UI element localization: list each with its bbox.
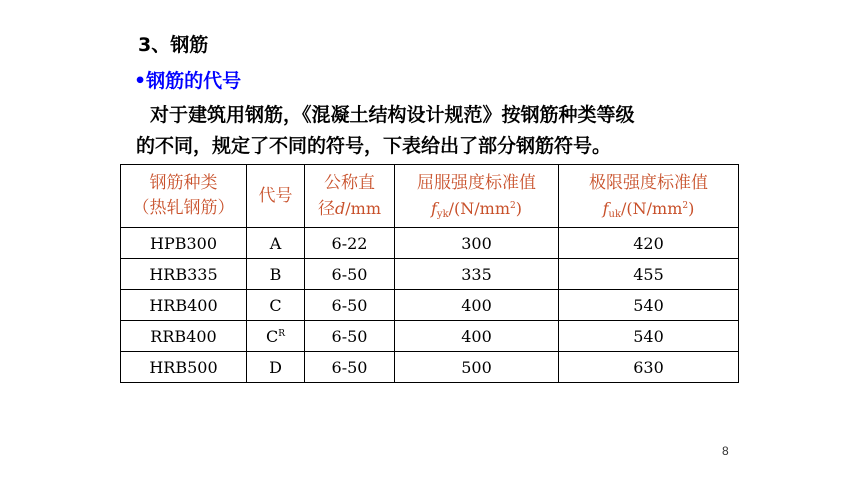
rebar-symbol-table — [120, 164, 739, 383]
cell-code: $C^R$ — [247, 321, 305, 352]
cell-grade: HPB300 — [121, 228, 247, 259]
table-row — [121, 352, 739, 383]
intro-line-2: 的不同，规定了不同的符号，下表给出了部分钢筋符号。 — [136, 135, 612, 157]
cell-yield: 335 — [395, 259, 559, 290]
cell-grade: RRB400 — [121, 321, 247, 352]
header-rebar-type: 钢筋种类 （热轧钢筋） — [121, 165, 247, 228]
cell-diameter: 6-50 — [305, 259, 395, 290]
subsection-heading: •钢筋的代号 — [134, 70, 242, 92]
table-row — [121, 321, 739, 352]
cell-yield: 500 — [395, 352, 559, 383]
cell-ultimate: 420 — [559, 228, 739, 259]
cell-code: B — [247, 259, 305, 290]
header-code: 代号 — [247, 165, 305, 228]
table-row — [121, 259, 739, 290]
cell-yield: 300 — [395, 228, 559, 259]
cell-ultimate: 540 — [559, 290, 739, 321]
cell-grade: HRB500 — [121, 352, 247, 383]
cell-yield: 400 — [395, 290, 559, 321]
cell-diameter: 6-50 — [305, 321, 395, 352]
intro-paragraph — [136, 100, 736, 162]
table-row — [121, 228, 739, 259]
header-ultimate-strength: 极限强度标准值 $f_{uk}/(N/mm^2)$ — [559, 165, 739, 228]
cell-diameter: 6-50 — [305, 290, 395, 321]
header-nominal-diameter: 公称直 径d/mm — [305, 165, 395, 228]
intro-line-1: 对于建筑用钢筋，《混凝土结构设计规范》按钢筋种类等级 — [150, 104, 635, 126]
page-number: 8 — [722, 444, 729, 458]
cell-diameter: 6-22 — [305, 228, 395, 259]
cell-grade: HRB400 — [121, 290, 247, 321]
cell-code: C — [247, 290, 305, 321]
table-row — [121, 290, 739, 321]
cell-grade: HRB335 — [121, 259, 247, 290]
cell-ultimate: 540 — [559, 321, 739, 352]
cell-diameter: 6-50 — [305, 352, 395, 383]
cell-ultimate: 630 — [559, 352, 739, 383]
header-yield-strength: 屈服强度标准值 $f_{yk}/(N/mm^2)$ — [395, 165, 559, 228]
cell-yield: 400 — [395, 321, 559, 352]
cell-ultimate: 455 — [559, 259, 739, 290]
cell-code: D — [247, 352, 305, 383]
table-header-row — [121, 165, 739, 228]
cell-code: A — [247, 228, 305, 259]
section-heading: 3、钢筋 — [138, 34, 209, 56]
